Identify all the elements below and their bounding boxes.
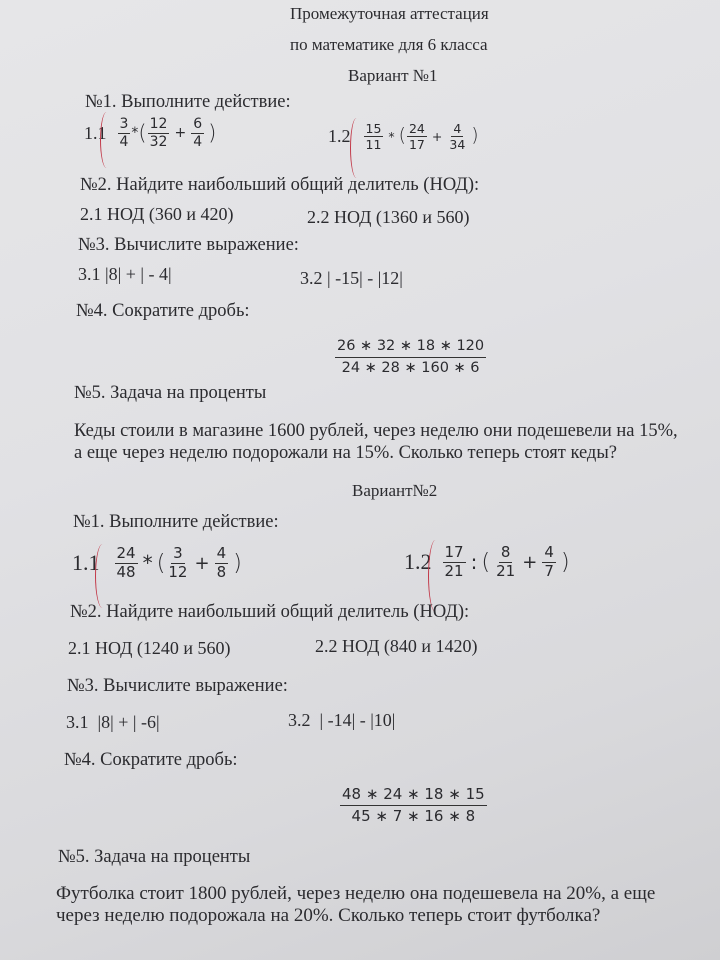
fraction: $\frac{3}{4}$ [119,116,129,150]
fraction: $\frac{17}{21}$ [444,543,464,580]
numerator: 48 ∗ 24 ∗ 18 ∗ 15 [340,786,487,806]
v2-task3-heading: №3. Вычислите выражение: [67,676,288,696]
variant-1-title: Вариант №1 [348,66,438,85]
v1-task-3-2: 3.2 | -15| - |12| [300,268,403,288]
red-pen-mark [350,118,363,178]
v2-task5-text-line-2: через неделю подорожала на 20%. Сколько теперь стоит футболка? [56,905,601,926]
fraction: $\frac{8}{21}$ [496,543,516,580]
fraction: $\frac{6}{4}$ [193,116,203,150]
fraction: $\frac{4}{7}$ [544,543,554,580]
red-pen-mark [100,112,113,168]
v1-task-3-1: 3.1 |8| + | - 4| [78,264,172,284]
v1-task-2-2: 2.2 НОД (1360 и 560) [307,207,470,227]
fraction: $\frac{4}{8}$ [216,544,227,581]
expression: $\frac{3}{4}$ * ( $\frac{12}{32}$ + $\frac{6}{4}$ ) [119,116,217,150]
expression: $\frac{15}{11}$ * ( $\frac{24}{17}$ + $\frac{4}{34}$ ) [365,121,479,153]
v2-task1-heading: №1. Выполните действие: [73,512,279,532]
red-pen-mark [95,544,110,608]
v1-task-2-1: 2.1 НОД (360 и 420) [80,204,234,224]
fraction: $\frac{24}{48}$ [116,544,136,581]
v1-task2-heading: №2. Найдите наибольший общий делитель (НОД): [80,175,480,195]
v2-task-2-1: 2.1 НОД (1240 и 560) [68,638,231,658]
v2-task2-heading: №2. Найдите наибольший общий делитель (НОД): [70,602,470,622]
fraction: $\frac{15}{11}$ [365,121,382,153]
numerator: 26 ∗ 32 ∗ 18 ∗ 120 [335,338,486,358]
item-label: 1.1 [84,122,107,143]
denominator: 45 ∗ 7 ∗ 16 ∗ 8 [351,807,476,826]
variant-2-title: Вариант№2 [352,481,438,500]
header-line-2: по математике для 6 класса [290,35,488,54]
v2-task5-heading: №5. Задача на проценты [58,847,251,867]
v2-task-2-2: 2.2 НОД (840 и 1420) [315,636,478,656]
expression: $\frac{17}{21}$ : ( $\frac{8}{21}$ + $\frac{4}{7}$ ) [444,543,570,580]
header-line-1: Промежуточная аттестация [290,4,489,23]
v2-task-3-1: 3.1 |8| + | -6| [66,712,160,732]
v1-task3-heading: №3. Вычислите выражение: [78,235,299,255]
v1-task5-heading: №5. Задача на проценты [74,383,267,403]
expression: $\frac{24}{48}$ * ( $\frac{3}{12}$ + $\frac{4}{8}$ ) [116,544,242,581]
fraction: $\frac{4}{34}$ [449,121,466,153]
v2-task4-heading: №4. Сократите дробь: [64,750,238,770]
fraction: $\frac{24}{17}$ [408,121,425,153]
v2-task5-text-line-1: Футболка стоит 1800 рублей, через неделю она подешевела на 20%, а еще [56,883,656,904]
fraction: $\frac{3}{12}$ [168,544,188,581]
v1-long-fraction [335,337,486,376]
v1-task1-heading: №1. Выполните действие: [85,92,291,112]
v2-long-fraction [340,786,487,826]
denominator: 24 ∗ 28 ∗ 160 ∗ 6 [341,359,480,376]
item-label: 1.2 [404,549,432,575]
fraction: $\frac{12}{32}$ [149,116,168,150]
v2-task-3-2: 3.2 | -14| - |10| [288,710,396,730]
v1-task5-text-line-2: а еще через неделю подорожали на 15%. Сколько теперь стоят кеды? [74,443,617,463]
item-label: 1.2 [328,126,351,147]
item-label: 1.1 [72,550,100,576]
v1-task5-text-line-1: Кеды стоили в магазине 1600 рублей, через неделю они подешевели на 15%, [74,421,678,441]
v1-task4-heading: №4. Сократите дробь: [76,301,250,321]
